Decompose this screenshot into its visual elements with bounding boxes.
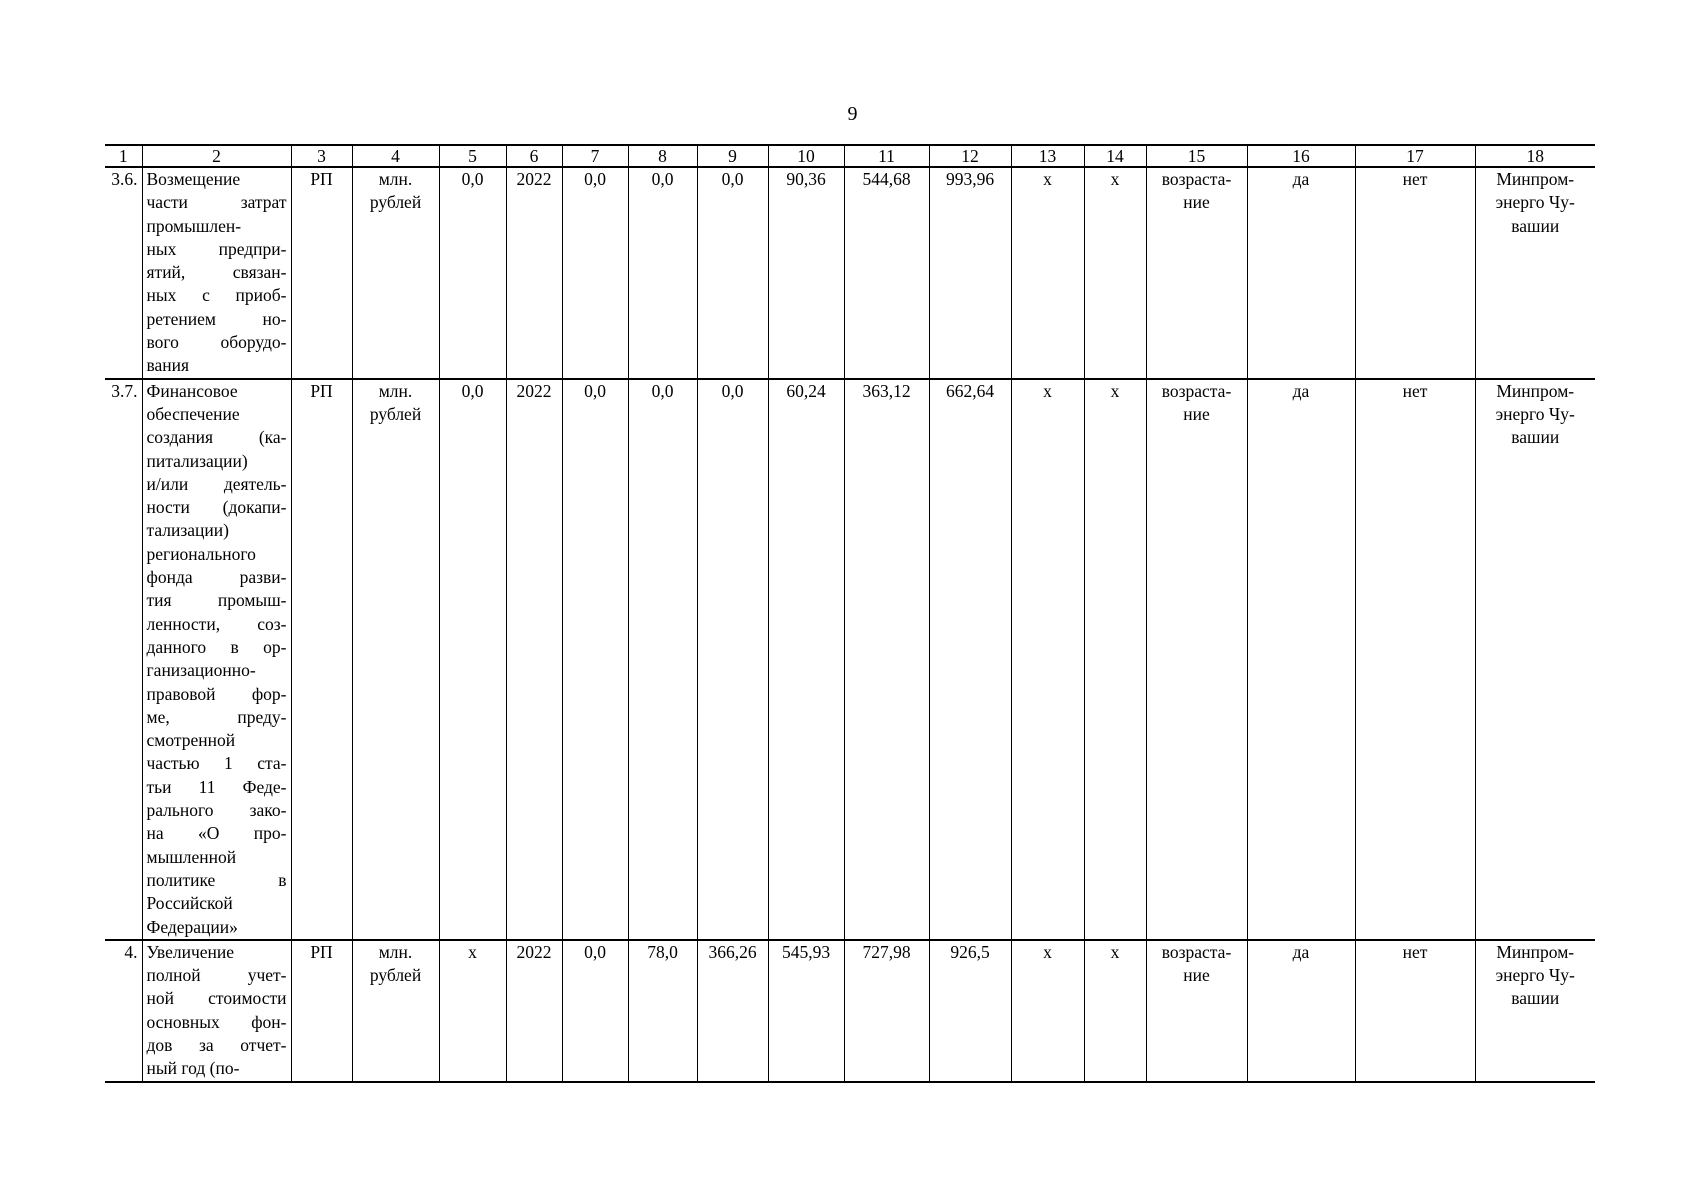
- value-cell-v16: да: [1247, 940, 1355, 1082]
- header-cell: 17: [1355, 145, 1475, 167]
- responsible-line: Минпром-: [1496, 941, 1575, 962]
- name-line: создания (ка-: [146, 427, 287, 448]
- header-cell: 8: [628, 145, 697, 167]
- responsible-line: энерго Чу-: [1495, 965, 1575, 986]
- name-line: основных фон-: [146, 1011, 287, 1032]
- name-line: рального зако-: [146, 800, 287, 821]
- name-line: обеспечение: [146, 403, 240, 424]
- header-cell: 14: [1084, 145, 1146, 167]
- responsible-cell: [1475, 379, 1595, 940]
- trend-line: ние: [1183, 403, 1210, 424]
- header-cell: 4: [352, 145, 439, 167]
- responsible-line: вашии: [1511, 215, 1560, 236]
- value-cell-v11: 544,68: [844, 167, 929, 379]
- responsible-line: Минпром-: [1496, 169, 1575, 189]
- name-line: тализации): [146, 520, 229, 541]
- responsible-cell: [1475, 167, 1595, 379]
- type-cell: РП: [291, 940, 352, 1082]
- row-number-cell: 4.: [105, 940, 142, 1082]
- indicators-table: [105, 144, 1595, 1083]
- responsible-line: энерго Чу-: [1495, 192, 1575, 213]
- header-row: [105, 145, 1595, 167]
- value-cell-v7: 0,0: [562, 940, 628, 1082]
- page-number: 9: [847, 103, 858, 125]
- value-cell-v7: 0,0: [562, 167, 628, 379]
- value-cell-v8: 78,0: [628, 940, 697, 1082]
- responsible-line: энерго Чу-: [1495, 403, 1575, 424]
- name-line: ности (докапи-: [146, 497, 287, 518]
- year-cell: 2022: [506, 940, 562, 1082]
- name-line: политике в: [146, 869, 287, 890]
- unit-line: рублей: [369, 403, 422, 424]
- value-cell-v13: х: [1011, 379, 1084, 940]
- name-line: Возмещение: [146, 169, 241, 189]
- name-line: питализации): [146, 450, 248, 471]
- trend-cell: [1146, 940, 1247, 1082]
- table-row: [105, 379, 1595, 940]
- header-cell: 6: [506, 145, 562, 167]
- value-cell-v13: х: [1011, 167, 1084, 379]
- trend-line: ние: [1183, 965, 1210, 986]
- trend-line: возраста-: [1161, 941, 1232, 962]
- responsible-line: вашии: [1511, 988, 1560, 1009]
- value-cell-v12: 993,96: [929, 167, 1011, 379]
- value-cell-v9: 0,0: [697, 379, 768, 940]
- value-cell-v17: нет: [1355, 167, 1475, 379]
- name-line: фонда разви-: [146, 567, 287, 588]
- responsible-cell: [1475, 940, 1595, 1082]
- name-line: мышленной: [146, 846, 237, 867]
- name-line: вания: [146, 355, 190, 376]
- name-line: тьи 11 Феде-: [146, 776, 287, 797]
- unit-cell: [352, 940, 439, 1082]
- value-cell-v12: 926,5: [929, 940, 1011, 1082]
- table-row: [105, 167, 1595, 379]
- trend-line: ние: [1183, 192, 1210, 213]
- row-number-cell: 3.7.: [105, 379, 142, 940]
- value-cell-v17: нет: [1355, 379, 1475, 940]
- base-value-cell: х: [439, 940, 506, 1082]
- name-line: тия промыш-: [146, 590, 287, 611]
- row-number-cell: 3.6.: [105, 167, 142, 379]
- value-cell-v11: 363,12: [844, 379, 929, 940]
- name-line: ганизационно-: [146, 660, 256, 681]
- name-line: частью 1 ста-: [146, 753, 287, 774]
- unit-cell: [352, 379, 439, 940]
- name-line: Увеличение: [146, 941, 235, 962]
- name-line: ятий, связан-: [146, 262, 287, 283]
- year-cell: 2022: [506, 167, 562, 379]
- name-line: данного в ор-: [146, 636, 287, 657]
- value-cell-v11: 727,98: [844, 940, 929, 1082]
- unit-line: рублей: [369, 192, 422, 213]
- base-value-cell: 0,0: [439, 379, 506, 940]
- name-line: правовой фор-: [146, 683, 287, 704]
- name-line: ных с приоб-: [146, 285, 287, 306]
- header-cell: 16: [1247, 145, 1355, 167]
- name-line: ной стоимости: [146, 988, 287, 1009]
- base-value-cell: 0,0: [439, 167, 506, 379]
- value-cell-v9: 366,26: [697, 940, 768, 1082]
- name-line: Российской: [146, 893, 233, 914]
- indicator-name-cell: [142, 379, 291, 940]
- name-line: вого оборудо-: [146, 332, 287, 353]
- value-cell-v16: да: [1247, 167, 1355, 379]
- trend-line: возраста-: [1161, 169, 1232, 189]
- value-cell-v8: 0,0: [628, 379, 697, 940]
- name-line: смотренной: [146, 730, 236, 751]
- name-line: Федерации»: [146, 916, 238, 937]
- header-cell: 18: [1475, 145, 1595, 167]
- name-line: ленности, соз-: [146, 613, 287, 634]
- value-cell-v7: 0,0: [562, 379, 628, 940]
- value-cell-v16: да: [1247, 379, 1355, 940]
- name-line: части затрат: [146, 192, 287, 213]
- header-cell: 5: [439, 145, 506, 167]
- value-cell-v10: 90,36: [768, 167, 844, 379]
- name-line: ретением но-: [146, 308, 287, 329]
- unit-line: млн.: [378, 169, 413, 189]
- unit-line: млн.: [378, 941, 413, 962]
- name-line: полной учет-: [146, 965, 287, 986]
- header-cell: 7: [562, 145, 628, 167]
- unit-cell: [352, 167, 439, 379]
- name-line: дов за отчет-: [146, 1034, 287, 1055]
- value-cell-v12: 662,64: [929, 379, 1011, 940]
- value-cell-v17: нет: [1355, 940, 1475, 1082]
- responsible-line: Минпром-: [1496, 380, 1575, 401]
- header-cell: 1: [105, 145, 142, 167]
- value-cell-v10: 545,93: [768, 940, 844, 1082]
- value-cell-v13: х: [1011, 940, 1084, 1082]
- name-line: на «О про-: [146, 823, 287, 844]
- value-cell-v8: 0,0: [628, 167, 697, 379]
- header-cell: 12: [929, 145, 1011, 167]
- name-line: ный год (по-: [146, 1058, 240, 1079]
- trend-cell: [1146, 379, 1247, 940]
- type-cell: РП: [291, 167, 352, 379]
- header-cell: 15: [1146, 145, 1247, 167]
- value-cell-v10: 60,24: [768, 379, 844, 940]
- header-cell: 13: [1011, 145, 1084, 167]
- indicator-name-cell: [142, 940, 291, 1082]
- name-line: регионального: [146, 543, 256, 564]
- table-row: [105, 940, 1595, 1082]
- unit-line: рублей: [369, 965, 422, 986]
- header-cell: 3: [291, 145, 352, 167]
- value-cell-v14: х: [1084, 379, 1146, 940]
- name-line: ных предпри-: [146, 238, 287, 259]
- header-cell: 10: [768, 145, 844, 167]
- value-cell-v14: х: [1084, 167, 1146, 379]
- type-cell: РП: [291, 379, 352, 940]
- unit-line: млн.: [378, 380, 413, 401]
- name-line: ме, преду-: [146, 706, 287, 727]
- indicator-name-cell: [142, 167, 291, 379]
- header-cell: 9: [697, 145, 768, 167]
- name-line: Финансовое: [146, 380, 238, 401]
- trend-line: возраста-: [1161, 380, 1232, 401]
- year-cell: 2022: [506, 379, 562, 940]
- trend-cell: [1146, 167, 1247, 379]
- name-line: промышлен-: [146, 215, 242, 236]
- responsible-line: вашии: [1511, 427, 1560, 448]
- value-cell-v9: 0,0: [697, 167, 768, 379]
- name-line: и/или деятель-: [146, 473, 287, 494]
- value-cell-v14: х: [1084, 940, 1146, 1082]
- header-cell: 2: [142, 145, 291, 167]
- header-cell: 11: [844, 145, 929, 167]
